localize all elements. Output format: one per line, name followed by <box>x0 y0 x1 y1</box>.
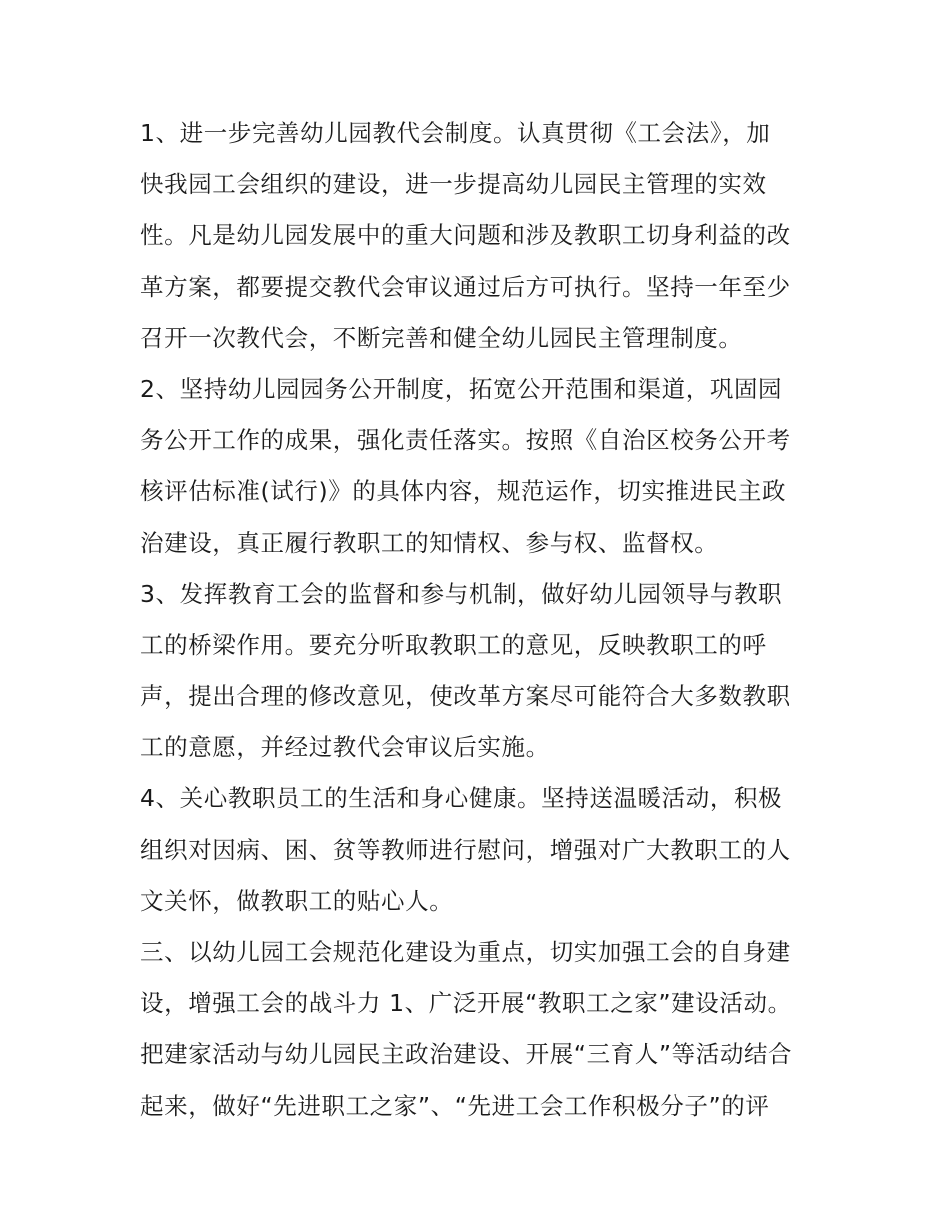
text-line-17: 三、以幼儿园工会规范化建设为重点，切实加强工会的自身建 <box>140 938 791 966</box>
text-line-19: 把建家活动与幼儿园民主政治建设、开展“三育人”等活动结合 <box>140 1040 793 1069</box>
text-line-7: 务公开工作的成果，强化责任落实。按照《自治区校务公开考 <box>140 426 791 455</box>
text-line-14: 4、关心教职员工的生活和身心健康。坚持送温暖活动，积极 <box>140 784 783 813</box>
text-line-8: 核评估标准(试行)》的具体内容，规范运作，切实推进民主政 <box>140 477 787 506</box>
text-line-18: 设，增强工会的战斗力 1、广泛开展“教职工之家”建设活动。 <box>140 989 792 1018</box>
text-line-15: 组织对因病、困、贫等教师进行慰问，增强对广大教职工的人 <box>140 835 791 864</box>
text-line-9: 治建设，真正履行教职工的知情权、参与权、监督权。 <box>140 528 719 557</box>
text-line-5: 召开一次教代会，不断完善和健全幼儿园民主管理制度。 <box>140 323 743 352</box>
text-line-16: 文关怀，做教职工的贴心人。 <box>140 886 454 915</box>
text-line-1: 1、进一步完善幼儿园教代会制度。认真贯彻《工会法》，加 <box>140 119 771 147</box>
text-line-10: 3、发挥教育工会的监督和参与机制，做好幼儿园领导与教职 <box>140 579 783 608</box>
text-line-4: 革方案，都要提交教代会审议通过后方可执行。坚持一年至少 <box>140 272 791 301</box>
text-line-20: 起来，做好“先进职工之家”、“先进工会工作积极分子”的评 <box>140 1091 770 1120</box>
text-line-6: 2、坚持幼儿园园务公开制度，拓宽公开范围和渠道，巩固园 <box>140 374 783 403</box>
text-line-3: 性。凡是幼儿园发展中的重大问题和涉及教职工切身利益的改 <box>140 221 791 250</box>
text-line-2: 快我园工会组织的建设，进一步提高幼儿园民主管理的实效 <box>140 170 767 199</box>
text-line-11: 工的桥梁作用。要充分听取教职工的意见，反映教职工的呼 <box>140 630 767 659</box>
text-line-13: 工的意愿，并经过教代会审议后实施。 <box>140 733 550 762</box>
text-line-12: 声，提出合理的修改意见，使改革方案尽可能符合大多数教职 <box>140 682 791 711</box>
document-body <box>140 108 812 1132</box>
